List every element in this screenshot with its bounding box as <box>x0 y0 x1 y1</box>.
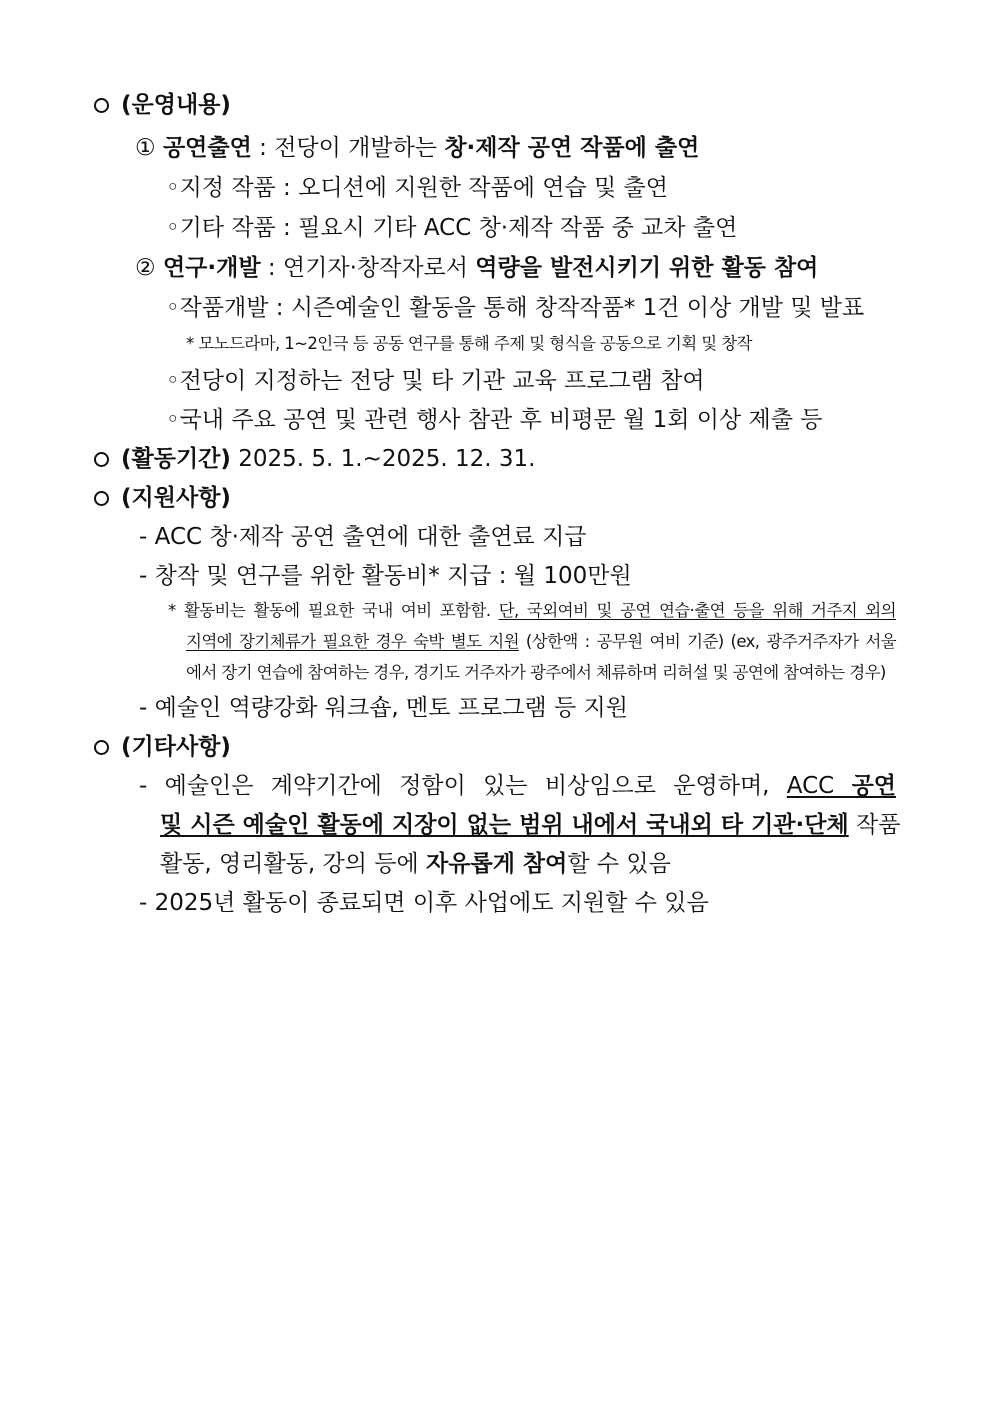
sub-item: ◦지정 작품 : 오디션에 지원한 작품에 연습 및 출연 <box>166 175 668 201</box>
other-item-2: - 2025년 활동이 종료되면 이후 사업에도 지원할 수 있음 <box>139 890 709 916</box>
support-item: - 창작 및 연구를 위한 활동비* 지급 : 월 100만원 <box>139 563 632 589</box>
section-heading-other: (기타사항) <box>94 732 231 762</box>
support-note-line-3: 에서 장기 연습에 참여하는 경우, 경기도 거주자가 광주에서 체류하며 리허설 및 공연에 참여하는 경우) <box>186 663 886 682</box>
hollow-circle-bullet-icon <box>94 491 109 506</box>
item-title: 공연출연 <box>162 135 252 161</box>
sub-item: ◦기타 작품 : 필요시 기타 ACC 창·제작 작품 중 교차 출연 <box>166 215 738 241</box>
support-item: - ACC 창·제작 공연 출연에 대한 출연료 지급 <box>139 524 587 550</box>
section-heading-operation: (운영내용) <box>94 90 231 120</box>
other-item-1-line-2: 및 시즌 예술인 활동에 지장이 없는 범위 내에서 국내외 타 기관·단체 작품 <box>160 812 901 838</box>
support-note-line-2: 지역에 장기체류가 필요한 경우 숙박 별도 지원 (상한액 : 공무원 여비 기준) (ex, 광주거주자가 서울 <box>186 632 897 651</box>
item-number: ② <box>135 255 156 281</box>
other-item-1-line-3: 활동, 영리활동, 강의 등에 자유롭게 참여할 수 있음 <box>160 851 671 877</box>
other-item-1-line-1: - 예술인은 계약기간에 정함이 있는 비상임으로 운영하며, ACC 공연 <box>139 773 896 799</box>
section-heading-period: (활동기간) 2025. 5. 1.~2025. 12. 31. <box>94 444 535 474</box>
hollow-circle-bullet-icon <box>94 740 109 755</box>
footnote: * 모노드라마, 1~2인극 등 공동 연구를 통해 주제 및 형식을 공동으로 기획 및 창작 <box>186 334 752 353</box>
sub-item: ◦국내 주요 공연 및 관련 행사 참관 후 비평문 월 1회 이상 제출 등 <box>166 407 823 433</box>
support-note-line-1: * 활동비는 활동에 필요한 국내 여비 포함함. 단, 국외여비 및 공연 연습·출연 등을 위해 거주지 외의 <box>168 601 896 620</box>
sub-item: ◦작품개발 : 시즌예술인 활동을 통해 창작작품* 1건 이상 개발 및 발표 <box>166 295 865 321</box>
operation-item-2: ② 연구·개발 : 연기자·창작자로서 역량을 발전시키기 위한 활동 참여 <box>135 255 819 281</box>
item-emphasis: 역량을 발전시키기 위한 활동 참여 <box>475 255 819 281</box>
operation-item-1: ① 공연출연 : 전당이 개발하는 창·제작 공연 작품에 출연 <box>135 135 700 161</box>
item-emphasis: 창·제작 공연 작품에 출연 <box>444 135 700 161</box>
hollow-circle-bullet-icon <box>94 98 109 113</box>
hollow-circle-bullet-icon <box>94 452 109 467</box>
item-title: 연구·개발 <box>162 255 261 281</box>
sub-item: ◦전당이 지정하는 전당 및 타 기관 교육 프로그램 참여 <box>166 368 705 394</box>
support-item: - 예술인 역량강화 워크숍, 멘토 프로그램 등 지원 <box>139 695 628 721</box>
section-heading-support: (지원사항) <box>94 483 231 513</box>
item-number: ① <box>135 135 156 161</box>
period-value: 2025. 5. 1.~2025. 12. 31. <box>230 446 536 472</box>
